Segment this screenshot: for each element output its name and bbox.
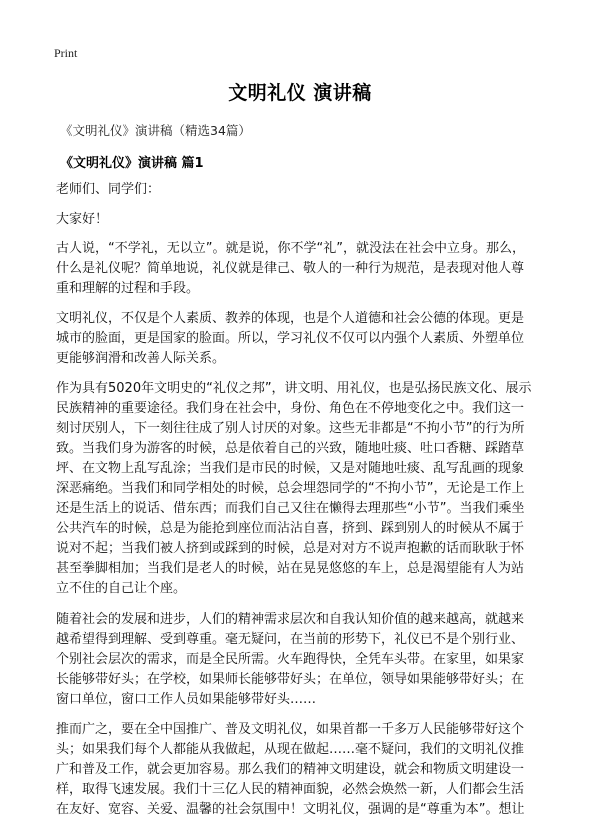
paragraph-3-line-3: 刻讨厌别人，下一刻往往成了别人讨厌的对象。这些无非都是“不拘小节”的行为所 xyxy=(56,421,525,436)
paragraph-3-line-2: 民族精神的重要途径。我们身在社会中，身份、角色在不停地变化之中。我们这一 xyxy=(56,401,525,416)
paragraph-3-line-4: 致。当我们身为游客的时候，总是依着自己的兴致，随地吐痰、吐口香糖、踩踏草 xyxy=(56,441,525,456)
paragraph-5-line-1: 推而广之，要在全中国推广、普及文明礼仪，如果首都一千多万人民能够带好这个 xyxy=(56,722,525,737)
paragraph-3-line-1: 作为具有5020年文明史的“礼仪之邦”，讲文明、用礼仪，也是弘扬民族文化、展示 xyxy=(56,381,532,396)
paragraph-3-line-7: 还是生活上的说话、借东西；而我们自己又往在懒得去理那些“小节”。当我们乘坐 xyxy=(56,501,525,516)
paragraph-3-line-5: 坪、在文物上乱写乱涂；当我们是市民的时候，又是对随地吐痰、乱写乱画的现象 xyxy=(56,461,525,476)
paragraph-1-line-1: 古人说，“不学礼，无以立”。就是说，你不学“礼”，就没法在社会中立身。那么， xyxy=(56,241,525,256)
paragraph-2-line-1: 文明礼仪，不仅是个人素质、教养的体现，也是个人道德和社会公德的体现。更是 xyxy=(56,311,525,326)
paragraph-1-line-2: 什么是礼仪呢？简单地说，礼仪就是律己、敬人的一种行为规范，是表现对他人尊 xyxy=(56,261,525,276)
paragraph-3-line-11: 立不住的自己让个座。 xyxy=(56,581,187,596)
paragraph-2-line-3: 更能够润滑和改善人际关系。 xyxy=(56,351,226,366)
section-heading: 《文明礼仪》演讲稿 篇1 xyxy=(60,156,204,171)
greeting: 大家好！ xyxy=(56,212,109,227)
paragraph-5-line-5: 在友好、宽容、关爱、温馨的社会氛围中！文明礼仪，强调的是“尊重为本”。想让 xyxy=(56,802,525,817)
paragraph-4-line-1: 随着社会的发展和进步，人们的精神需求层次和自我认知价值的越来越高，就越来 xyxy=(56,612,525,627)
paragraph-3-line-6: 深恶痛绝。当我们和同学相处的时候，总会埋怨同学的“不拘小节”，无论是工作上 xyxy=(56,481,525,496)
salutation: 老师们、同学们： xyxy=(56,182,161,197)
paragraph-4-line-5: 窗口单位，窗口工作人员如果能够带好头…… xyxy=(56,692,317,707)
page-title: 文明礼仪 演讲稿 xyxy=(228,82,372,104)
paragraph-4-line-3: 个别社会层次的需求，而是全民所需。火车跑得快，全凭车头带。在家里，如果家 xyxy=(56,652,525,667)
paragraph-3-line-8: 公共汽车的时候，总是为能抢到座位而沾沾自喜，挤到、踩到别人的时候从不属于 xyxy=(56,521,525,536)
paragraph-2-line-2: 城市的脸面，更是国家的脸面。所以，学习礼仪不仅可以内强个人素质、外塑单位 xyxy=(56,331,525,346)
paragraph-5-line-4: 样，取得飞速发展。我们十三亿人民的精神面貌，必然会焕然一新，人们都会生活 xyxy=(56,782,525,797)
paragraph-3-line-10: 甚至拳脚相加；当我们是老人的时候，站在晃晃悠悠的车上，总是渴望能有人为站 xyxy=(56,561,525,576)
paragraph-5-line-2: 头；如果我们每个人都能从我做起，从现在做起……毫不疑问，我们的文明礼仪推 xyxy=(56,742,525,757)
paragraph-3-line-9: 说对不起；当我们被人挤到或踩到的时候，总是对对方不说声抱歉的话而耿耿于怀 xyxy=(56,541,525,556)
paragraph-1-line-3: 重和理解的过程和手段。 xyxy=(56,281,200,296)
paragraph-4-line-4: 长能够带好头；在学校，如果师长能够带好头；在单位，领导如果能够带好头；在 xyxy=(56,672,525,687)
document-subtitle: 《文明礼仪》演讲稿（精选34篇） xyxy=(60,123,251,138)
paragraph-5-line-3: 广和普及工作，就会更加容易。那么我们的精神文明建设，就会和物质文明建设一 xyxy=(56,762,525,777)
paragraph-4-line-2: 越希望得到理解、受到尊重。毫无疑问，在当前的形势下，礼仪已不是个别行业、 xyxy=(56,632,525,647)
print-label[interactable]: Print xyxy=(54,46,78,60)
